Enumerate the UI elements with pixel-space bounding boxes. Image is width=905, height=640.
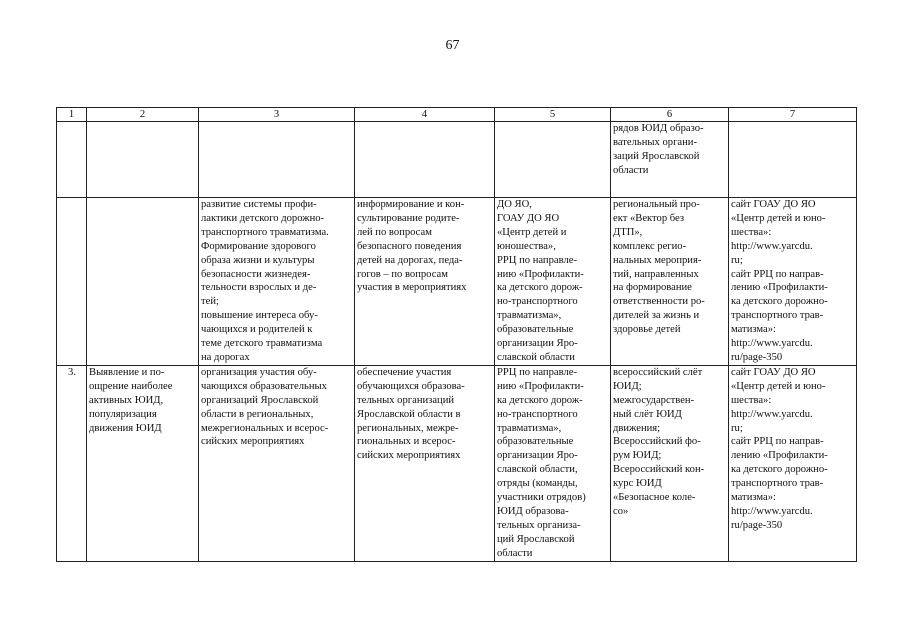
- task-cell: Выявление и по- ощрение наиболее активных ЮИД, популяризация движения ЮИД: [87, 365, 199, 561]
- column-header: 3: [199, 108, 355, 122]
- page-number: 67: [445, 38, 460, 53]
- table-header-row: [57, 108, 857, 122]
- goal-cell: развитие системы профи- лактики детского дорожно- транспортного травматизма. Формирование здорового образа жизни и культуры безопасности жизнедея- тельности взрослых и де- тей; повышение интереса обу- чающихся и родителей к теме детского травматизма на дорогах: [199, 198, 355, 366]
- plan-table: [56, 107, 857, 562]
- table-row: [57, 122, 857, 198]
- table-row: [57, 365, 857, 561]
- resource-cell: сайт ГОАУ ДО ЯО «Центр детей и юно- шества»: http://www.yarcdu. ru; сайт РРЦ по направ- лению «Профилакти- ка детского дорожно- транспортного трав- матизма»: http://www.yarcdu. ru/page-350: [729, 365, 857, 561]
- resource-cell: сайт ГОАУ ДО ЯО «Центр детей и юно- шества»: http://www.yarcdu. ru; сайт РРЦ по направ- лению «Профилакти- ка детского дорожно- транспортного трав- матизма»: http://www.yarcdu. ru/page-350: [729, 198, 857, 366]
- table-row: [57, 198, 857, 366]
- event-cell: региональный про- ект «Вектор без ДТП», комплекс регио- нальных мероприя- тий, направленных на формирование ответственности ро- дителей за жизнь и здоровье детей: [611, 198, 729, 366]
- column-header: 4: [355, 108, 495, 122]
- activity-cell: [355, 122, 495, 198]
- task-cell: [87, 198, 199, 366]
- column-header: 2: [87, 108, 199, 122]
- column-header: 5: [495, 108, 611, 122]
- activity-cell: информирование и кон- сультирование родите- лей по вопросам безопасного поведения детей на дорогах, педа- гогов – по вопросам участия в мероприятиях: [355, 198, 495, 366]
- activity-cell: обеспечение участия обучающихся образова- тельных организаций Ярославской области в региональных, межре- гиональных и всерос- сийских мероприятиях: [355, 365, 495, 561]
- column-header: 1: [57, 108, 87, 122]
- responsible-cell: [495, 122, 611, 198]
- responsible-cell: РРЦ по направле- нию «Профилакти- ка детского дорож- но-транспортного травматизма», образовательные организации Яро- славской области, отряды (команды, участники отрядов) ЮИД образова- тельных организа- ций Ярославской области: [495, 365, 611, 561]
- row-number-cell: 3.: [57, 365, 87, 561]
- column-header: 6: [611, 108, 729, 122]
- column-header: 7: [729, 108, 857, 122]
- event-cell: всероссийский слёт ЮИД; межгосударствен- ный слёт ЮИД движения; Всероссийский фо- рум ЮИД; Всероссийский кон- курс ЮИД «Безопасное коле- со»: [611, 365, 729, 561]
- task-cell: [87, 122, 199, 198]
- goal-cell: организация участия обу- чающихся образовательных организаций Ярославской области в региональных, межрегиональных и всерос- сийских мероприятиях: [199, 365, 355, 561]
- goal-cell: [199, 122, 355, 198]
- resource-cell: [729, 122, 857, 198]
- row-number-cell: [57, 122, 87, 198]
- event-cell: рядов ЮИД образо- вательных органи- заций Ярославской области: [611, 122, 729, 198]
- responsible-cell: ДО ЯО, ГОАУ ДО ЯО «Центр детей и юношества», РРЦ по направле- нию «Профилакти- ка детского дорож- но-транспортного травматизма», образовательные организации Яро- славской области: [495, 198, 611, 366]
- row-number-cell: [57, 198, 87, 366]
